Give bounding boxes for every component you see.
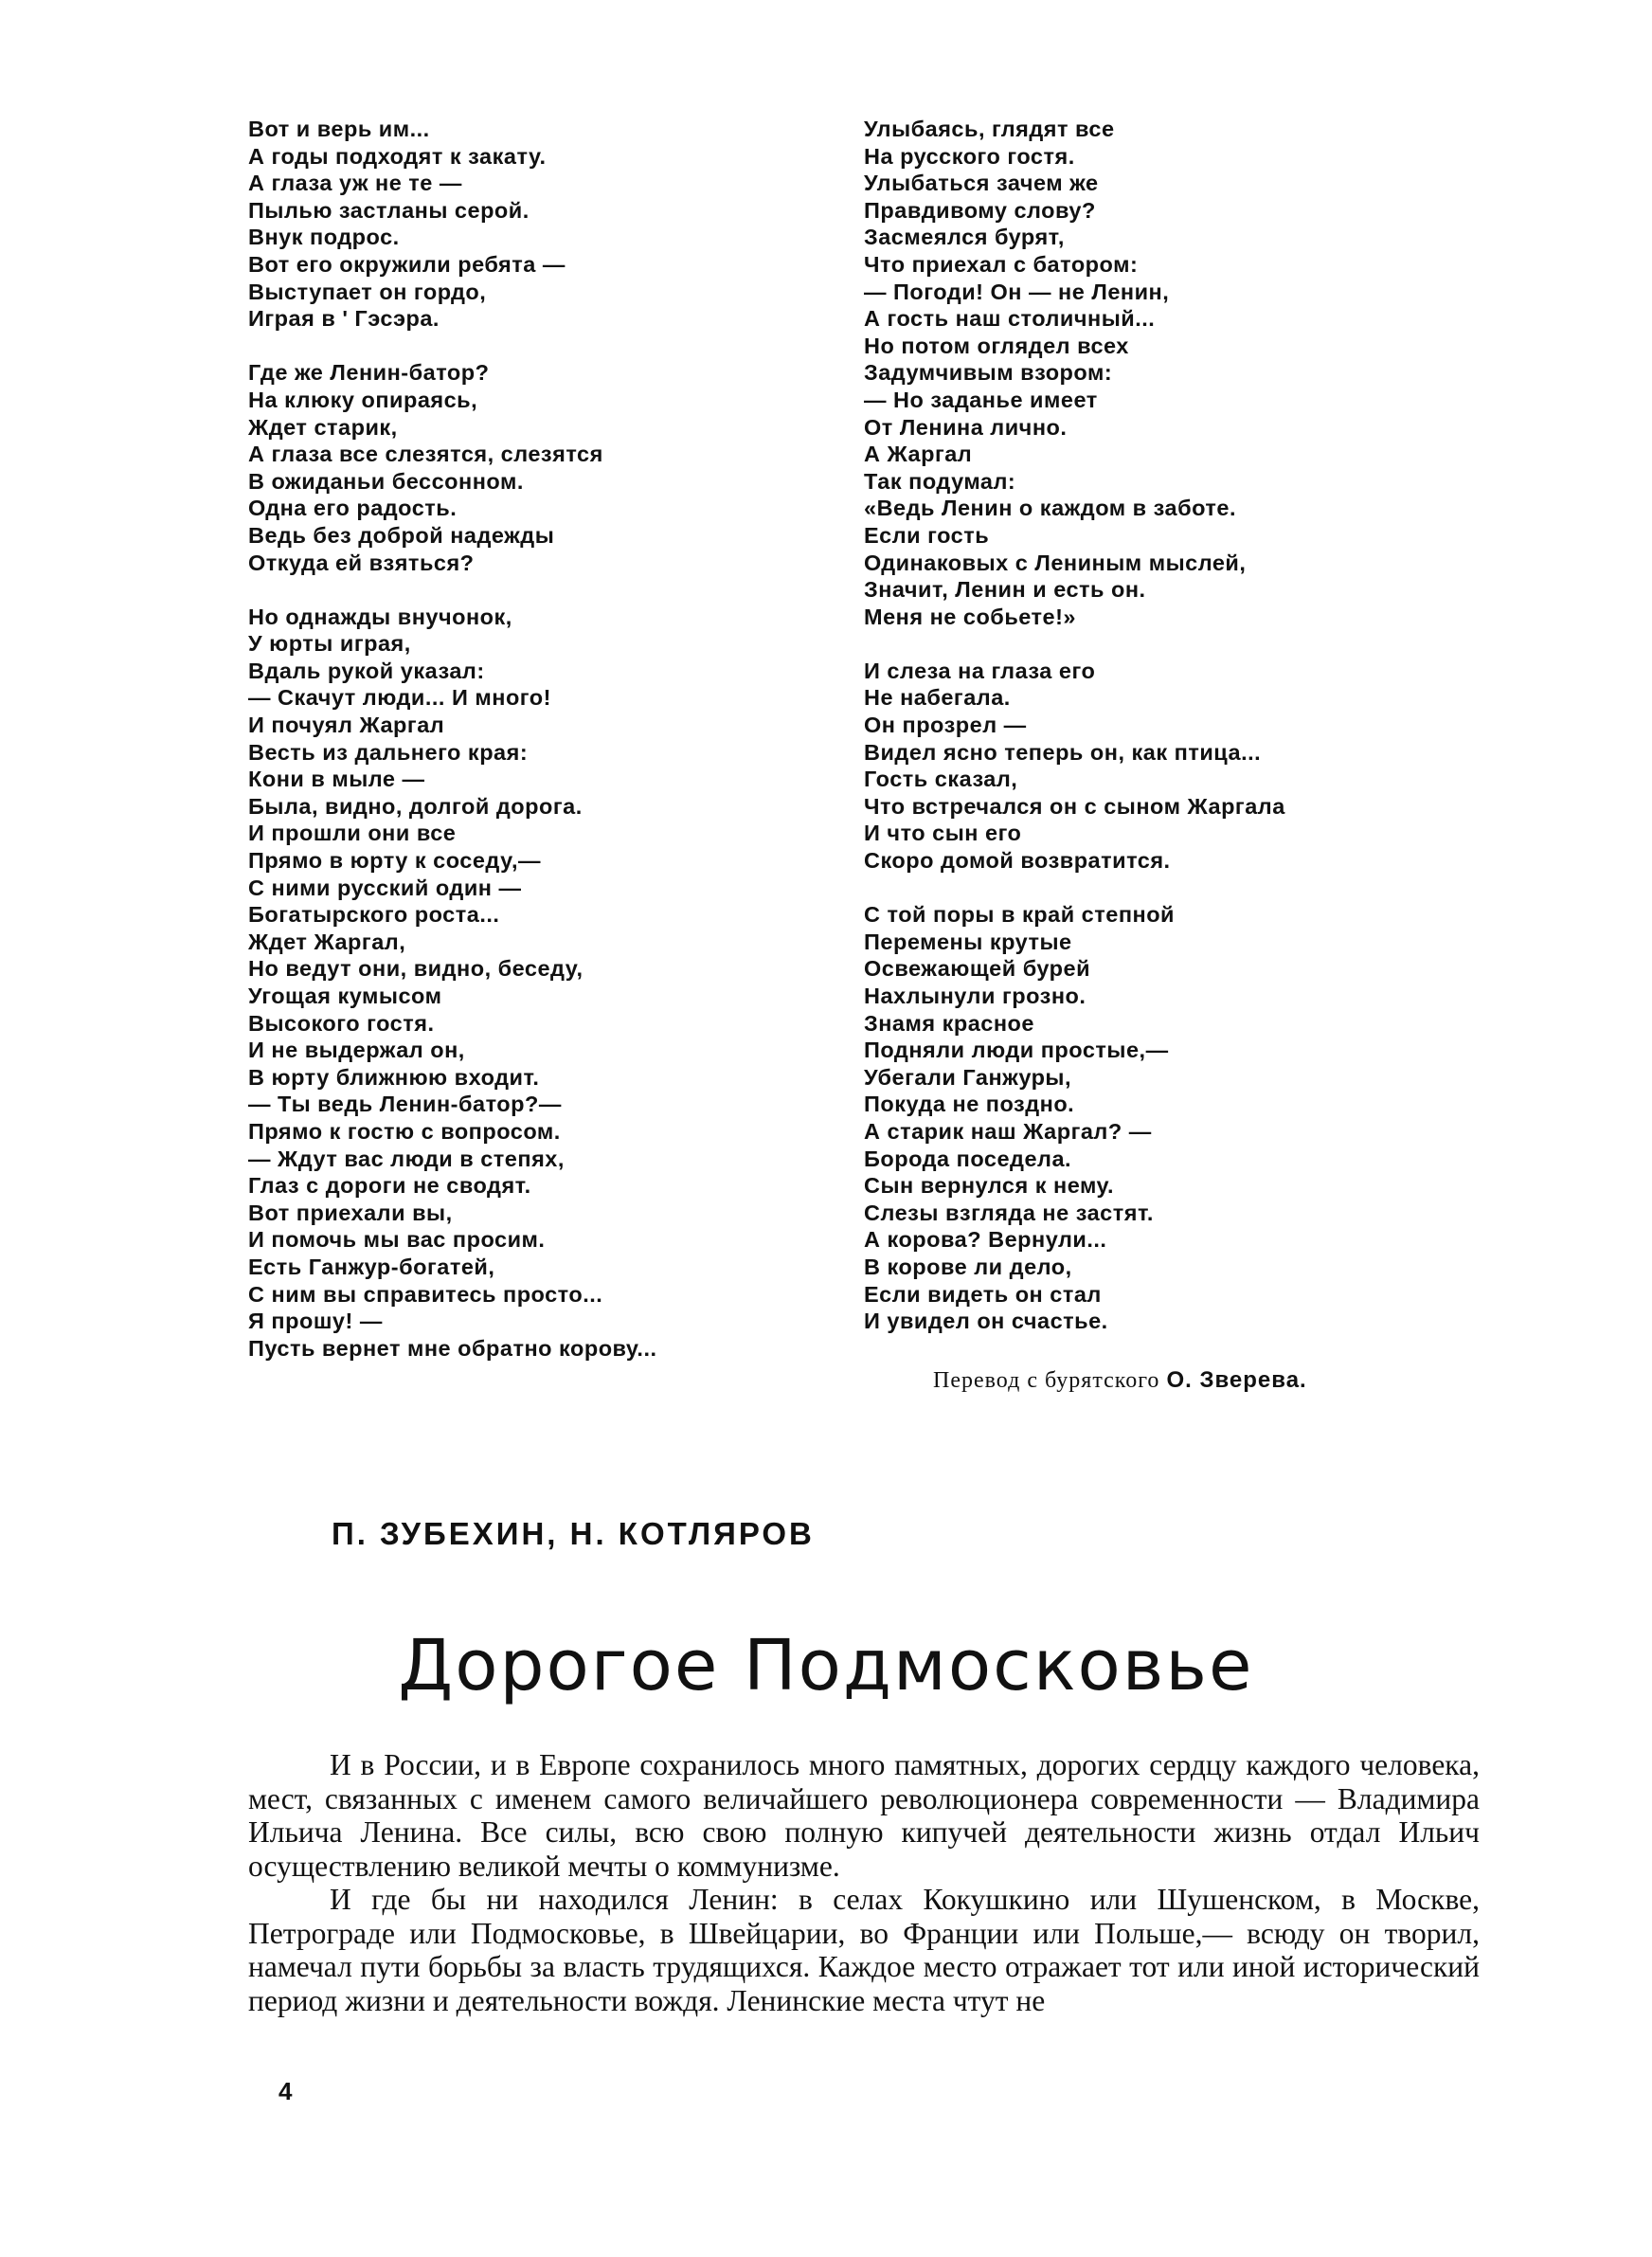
poem-line: Правдивому слову? (864, 197, 1096, 223)
poem-line: Одинаковых с Лениным мыслей, (864, 550, 1247, 575)
poem-line: Пылью застланы серой. (248, 197, 530, 223)
poem-line: Он прозрел — (864, 713, 1027, 738)
poem-line: Борода поседела. (864, 1146, 1072, 1171)
poem-line: У юрты играя, (248, 631, 411, 657)
poem-line: И слеза на глаза его (864, 658, 1096, 683)
poem-line: Но потом оглядел всех (864, 333, 1129, 358)
poem-line: Пусть вернет мне обратно корову... (248, 1335, 657, 1361)
article-title: Дорогое Подмосковье (398, 1625, 1254, 1706)
translation-credit (933, 1367, 1307, 1394)
poem-line: Глаз с дороги не сводят. (248, 1173, 531, 1199)
poem-right-column (864, 116, 1432, 1335)
poem-line: Что приехал с батором: (864, 251, 1139, 277)
poem-line: Вот и верь им... (248, 117, 430, 141)
poem-line: И не выдержал он, (248, 1038, 465, 1063)
poem-line: «Ведь Ленин о каждом в заботе. (864, 496, 1236, 521)
poem-line: Кони в мыле — (248, 767, 425, 792)
poem-line: На русского гостя. (864, 143, 1075, 169)
poem-line: — Ждут вас люди в степях, (248, 1146, 565, 1171)
poem-line: Видел ясно теперь он, как птица... (864, 739, 1262, 765)
poem-line: Ведь без доброй надежды (248, 522, 555, 548)
poem-line: А корова? Вернули... (864, 1227, 1107, 1253)
poem-line: А гость наш столичный... (864, 306, 1156, 332)
poem-line: Слезы взгляда не застят. (864, 1200, 1154, 1225)
poem-line: Была, видно, долгой дорога. (248, 793, 583, 819)
poem-line: Улыбаясь, глядят все (864, 117, 1115, 141)
poem-line: Весть из дальнего края: (248, 739, 529, 765)
poem-line: А Жаргал (864, 442, 973, 467)
poem-stanza (864, 658, 1432, 875)
poem-line: Перемены крутые (864, 929, 1072, 954)
poem-line: Задумчивым взором: (864, 360, 1113, 386)
poem-stanza (248, 604, 798, 1363)
article-authors: П. ЗУБЕХИН, Н. КОТЛЯРОВ (332, 1516, 815, 1551)
poem-line: Если видеть он стал (864, 1281, 1102, 1307)
poem-line: Внук подрос. (248, 225, 400, 250)
poem-stanza (248, 116, 798, 333)
poem-line: Покуда не поздно. (864, 1092, 1075, 1117)
poem-line: Убегали Ганжуры, (864, 1064, 1072, 1090)
poem-stanza (864, 116, 1432, 630)
poem-line: Богатырского роста... (248, 902, 500, 928)
poem-line: Сын вернулся к нему. (864, 1173, 1115, 1199)
poem-line: В ожиданьи бессонном. (248, 468, 524, 494)
poem-line: Играя в ' Гэсэра. (248, 306, 440, 332)
poem-line: Прямо в юрту к соседу,— (248, 848, 541, 874)
poem-line: И что сын его (864, 821, 1022, 846)
poem-line: Не набегала. (864, 685, 1011, 711)
poem-line: Вот приехали вы, (248, 1200, 453, 1225)
article-paragraph: И в России, и в Европе сохранилось много памятных, дорогих сердцу каждого человека, мест, связанных с именем самого величайшего революционера современности — Владимира Ильича Ленина. Все силы, всю свою полную кипучей деятельности жизнь отдал Ильич осуществлению великой мечты о коммунизме. (248, 1748, 1480, 1883)
poem-line: А глаза все слезятся, слезятся (248, 442, 603, 467)
poem-line: Нахлынули грозно. (864, 984, 1086, 1008)
poem-line: Но однажды внучонок, (248, 604, 512, 629)
poem-line: С той поры в край степной (864, 902, 1176, 928)
poem-line: Вдаль рукой указал: (248, 658, 485, 683)
poem-line: Скоро домой возвратится. (864, 848, 1171, 874)
poem-line: Я прошу! — (248, 1309, 383, 1334)
poem-line: Знамя красное (864, 1010, 1034, 1036)
poem-line: Ждет старик, (248, 414, 398, 440)
poem-line: Меня не собьете!» (864, 604, 1076, 629)
poem-line: Выступает он гордо, (248, 279, 487, 304)
poem-line: Прямо к гостю с вопросом. (248, 1118, 561, 1144)
poem-line: Но ведут они, видно, беседу, (248, 956, 584, 982)
poem-line: И увидел он счастье. (864, 1309, 1108, 1334)
poem-line: А годы подходят к закату. (248, 143, 547, 169)
poem-stanza (248, 359, 798, 576)
poem-line: Гость сказал, (864, 767, 1018, 792)
translation-prefix: Перевод с бурятского (933, 1368, 1160, 1393)
poem-line: А глаза уж не те — (248, 171, 462, 196)
poem-line: Значит, Ленин и есть он. (864, 577, 1146, 603)
poem-line: Откуда ей взяться? (248, 550, 475, 575)
poem-line: И почуял Жаргал (248, 713, 445, 738)
poem-line: Если гость (864, 522, 990, 548)
poem-line: И прошли они все (248, 821, 457, 846)
poem-line: С ними русский один — (248, 875, 522, 900)
poem-line: Засмеялся бурят, (864, 225, 1065, 250)
poem-line: Одна его радость. (248, 496, 458, 521)
article-body (248, 1748, 1480, 2017)
poem-line: С ним вы справитесь просто... (248, 1281, 603, 1307)
translator-name: О. Зверева. (1166, 1367, 1307, 1393)
poem-line: — Ты ведь Ленин-батор?— (248, 1092, 562, 1117)
poem-line: В юрту ближнюю входит. (248, 1064, 540, 1090)
poem-left-column (248, 116, 798, 1362)
poem-line: Угощая кумысом (248, 984, 442, 1008)
article-paragraph: И где бы ни находился Ленин: в селах Кокушкино или Шушенском, в Москве, Петрограде или Подмосковье, в Швейцарии, во Франции или Польше,— всюду он творил, намечал пути борьбы за власть трудящихся. Каждое место отражает тот или иной исторический период жизни и деятельности вождя. Ленинские места чтут не (248, 1883, 1480, 2017)
poem-line: Освежающей бурей (864, 956, 1091, 982)
poem-line: — Скачут люди... И много! (248, 685, 551, 711)
poem-line: На клюку опираясь, (248, 387, 478, 412)
poem-line: Высокого гостя. (248, 1010, 435, 1036)
poem-line: Вот его окружили ребята — (248, 251, 566, 277)
poem-line: А старик наш Жаргал? — (864, 1118, 1152, 1144)
poem-line: Что встречался он с сыном Жаргала (864, 793, 1285, 819)
poem-line: — Погоди! Он — не Ленин, (864, 279, 1170, 304)
page-number: 4 (278, 2077, 293, 2105)
poem-line: От Ленина лично. (864, 414, 1068, 440)
poem-line: Так подумал: (864, 468, 1016, 494)
poem-line: И помочь мы вас просим. (248, 1227, 546, 1253)
poem-line: Подняли люди простые,— (864, 1038, 1169, 1063)
poem-stanza (864, 901, 1432, 1335)
poem-line: В корове ли дело, (864, 1254, 1072, 1279)
poem-line: — Но заданье имеет (864, 387, 1098, 412)
poem-line: Улыбаться зачем же (864, 171, 1099, 196)
poem-line: Ждет Жаргал, (248, 929, 406, 954)
poem-line: Есть Ганжур-богатей, (248, 1254, 495, 1279)
poem-line: Где же Ленин-батор? (248, 360, 490, 386)
